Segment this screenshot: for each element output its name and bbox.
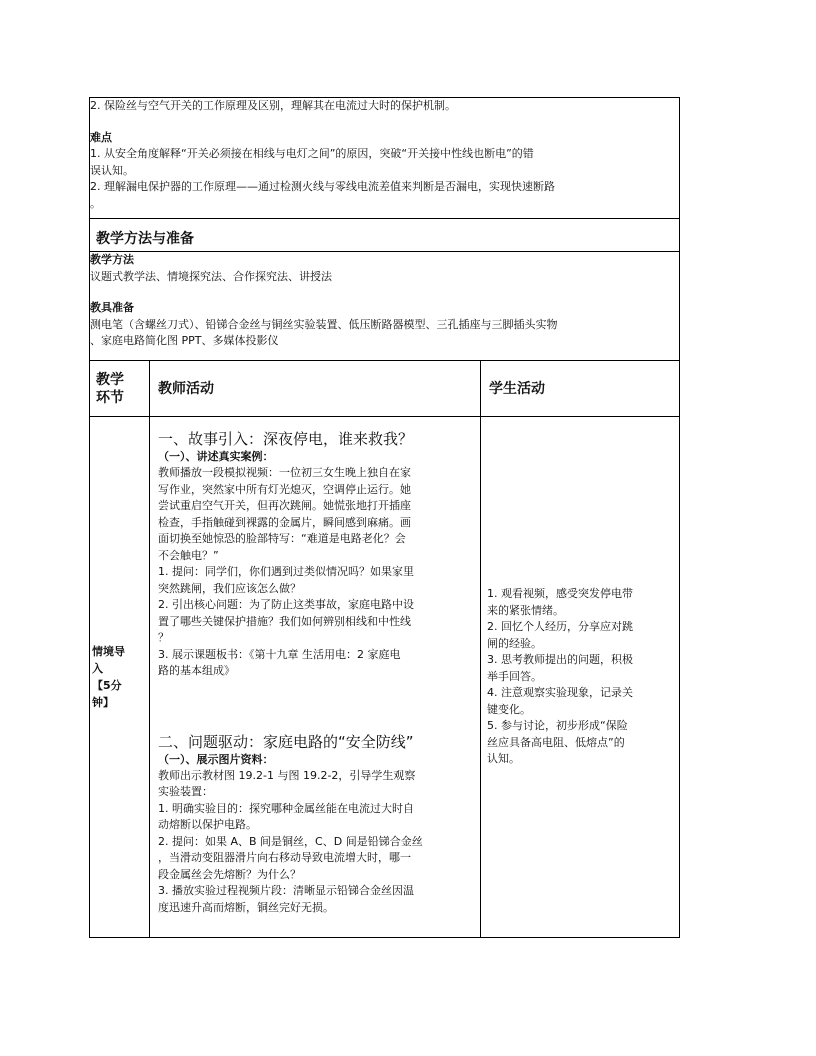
- step-cell: [90, 417, 150, 938]
- student-text-line: 键变化。: [487, 702, 531, 716]
- methods-cell: [90, 252, 680, 361]
- student-text-line: 3. 思考教师提出的问题，积极: [487, 653, 633, 667]
- step-label-3: 【5分: [92, 679, 122, 692]
- teacher-text-line: 2. 引出核心问题：为了防止这类事故，家庭电路中设: [158, 598, 414, 611]
- teacher-text-line: 面切换至她惊恐的脸部特写：“难道是电路老化？会: [158, 532, 406, 545]
- part1-heading: 一、故事引入：深夜停电，谁来救我？: [158, 430, 414, 448]
- teacher-text-line: 3. 展示课题板书：《第十九章 生活用电：2 家庭电: [158, 647, 401, 661]
- part1-subheading: （一）、讲述真实案例：: [158, 450, 274, 463]
- student-text-line: 来的紧张情绪。: [487, 603, 564, 617]
- difficulty-2b: 。: [90, 196, 101, 210]
- step-label-2: 入: [92, 662, 103, 675]
- student-text-line: 2. 回忆个人经历，分享应对跳: [487, 620, 633, 634]
- teacher-text-line: 教师出示教材图 19.2-1 与图 19.2-2，引导学生观察: [158, 768, 416, 782]
- methods-row: [90, 252, 680, 361]
- part1-body: [158, 465, 474, 680]
- header-row: [90, 361, 680, 417]
- tools-title: 教具准备: [90, 301, 134, 314]
- section-title: 教学方法与准备: [96, 231, 194, 247]
- student-text-line: 5. 参与讨论，初步形成“保险: [487, 719, 628, 733]
- student-text-line: 闸的经验。: [487, 636, 542, 650]
- teacher-text-line: 突然跳闸，我们应该怎么做？: [158, 581, 301, 595]
- teacher-text-line: 实验装置：: [158, 785, 213, 798]
- header-student-cell: [481, 361, 680, 417]
- teacher-text-line: 1. 提问：同学们，你们遇到过类似情况吗？如果家里: [158, 565, 414, 578]
- difficulty-1b: 误认知。: [90, 163, 134, 177]
- teacher-text-line: ？: [158, 631, 169, 644]
- teacher-text-line: 1. 明确实验目的：探究哪种金属丝能在电流过大时自: [158, 801, 414, 815]
- objectives-row: [90, 98, 680, 219]
- part2-body: [158, 768, 474, 917]
- teacher-text-line: 教师播放一段模拟视频：一位初三女生晚上独自在家: [158, 466, 411, 479]
- lesson-plan-table: [89, 97, 680, 938]
- header-step-cell: [90, 361, 150, 417]
- part2-heading: 二、问题驱动：家庭电路的“安全防线”: [158, 732, 414, 751]
- step-label-4: 钟】: [92, 696, 114, 709]
- student-text-line: 丝应具备高电阻、低熔点”的: [487, 735, 625, 749]
- teacher-text-line: ，当滑动变阻器滑片向右移动导致电流增大时，哪一: [158, 851, 411, 864]
- method-text: 议题式教学法、情境探究法、合作探究法、讲授法: [90, 269, 332, 283]
- tools-text-b: 、家庭电路简化图 PPT、多媒体投影仪: [90, 334, 279, 347]
- teacher-text-line: 段金属丝会先熔断？为什么？: [158, 867, 301, 881]
- header-step-a: 教学: [96, 371, 124, 388]
- teacher-text-line: 不会触电？”: [158, 548, 219, 562]
- methods-title-cell: [90, 219, 680, 252]
- teacher-text-line: 置了哪些关键保护措施？我们如何辨别相线和中性线: [158, 614, 411, 628]
- header-teacher-cell: [150, 361, 481, 417]
- methods-title-row: [90, 219, 680, 252]
- teacher-text-line: 写作业，突然家中所有灯光熄灭，空调停止运行。她: [158, 482, 411, 496]
- method-title: 教学方法: [90, 253, 134, 266]
- objectives-cell: [90, 98, 680, 219]
- header-teacher: 教师活动: [158, 380, 214, 397]
- student-text-line: 4. 注意观察实验现象，记录关: [487, 686, 633, 700]
- part2-subheading: （一）、展示图片资料：: [158, 752, 274, 766]
- header-step-b: 环节: [96, 389, 124, 406]
- student-text-line: 认知。: [487, 752, 520, 766]
- student-body: [487, 586, 673, 768]
- key-point-2: 2. 保险丝与空气开关的工作原理及区别，理解其在电流过大时的保护机制。: [90, 99, 456, 112]
- student-text-line: 举手回答。: [487, 669, 542, 683]
- teacher-text-line: 度迅速升高而熔断，铜丝完好无损。: [158, 900, 334, 914]
- tools-text-a: 测电笔（含螺丝刀式）、铅锑合金丝与铜丝实验装置、低压断路器模型、三孔插座与三脚插头实物: [90, 317, 558, 331]
- teacher-text-line: 3. 播放实验过程视频片段：清晰显示铅锑合金丝因温: [158, 884, 414, 897]
- teacher-text-line: 检查，手指触碰到裸露的金属片，瞬间感到麻痛。画: [158, 515, 411, 529]
- teacher-text-line: 尝试重启空气开关，但再次跳闸。她慌张地打开插座: [158, 499, 411, 512]
- header-student: 学生活动: [489, 380, 545, 397]
- student-activity-cell: [481, 417, 680, 938]
- teacher-activity-cell: [150, 417, 481, 938]
- intro-row: [90, 417, 680, 938]
- teacher-text-line: 2. 提问：如果 A、B 间是铜丝，C、D 间是铅锑合金丝: [158, 834, 423, 848]
- difficulty-2a: 2. 理解漏电保护器的工作原理——通过检测火线与零线电流差值来判断是否漏电，实现快速断路: [90, 180, 555, 193]
- difficulty-title: 难点: [90, 130, 112, 144]
- teacher-text-line: 动熔断以保护电路。: [158, 818, 257, 831]
- teacher-text-line: 路的基本组成》: [158, 664, 235, 677]
- step-label-1: 情境导: [92, 645, 125, 658]
- document-page: [89, 97, 679, 938]
- difficulty-1a: 1. 从安全角度解释“开关必须接在相线与电灯之间”的原因，突破“开关接中性线也断电”的错: [90, 147, 534, 160]
- student-text-line: 1. 观看视频，感受突发停电带: [487, 587, 633, 601]
